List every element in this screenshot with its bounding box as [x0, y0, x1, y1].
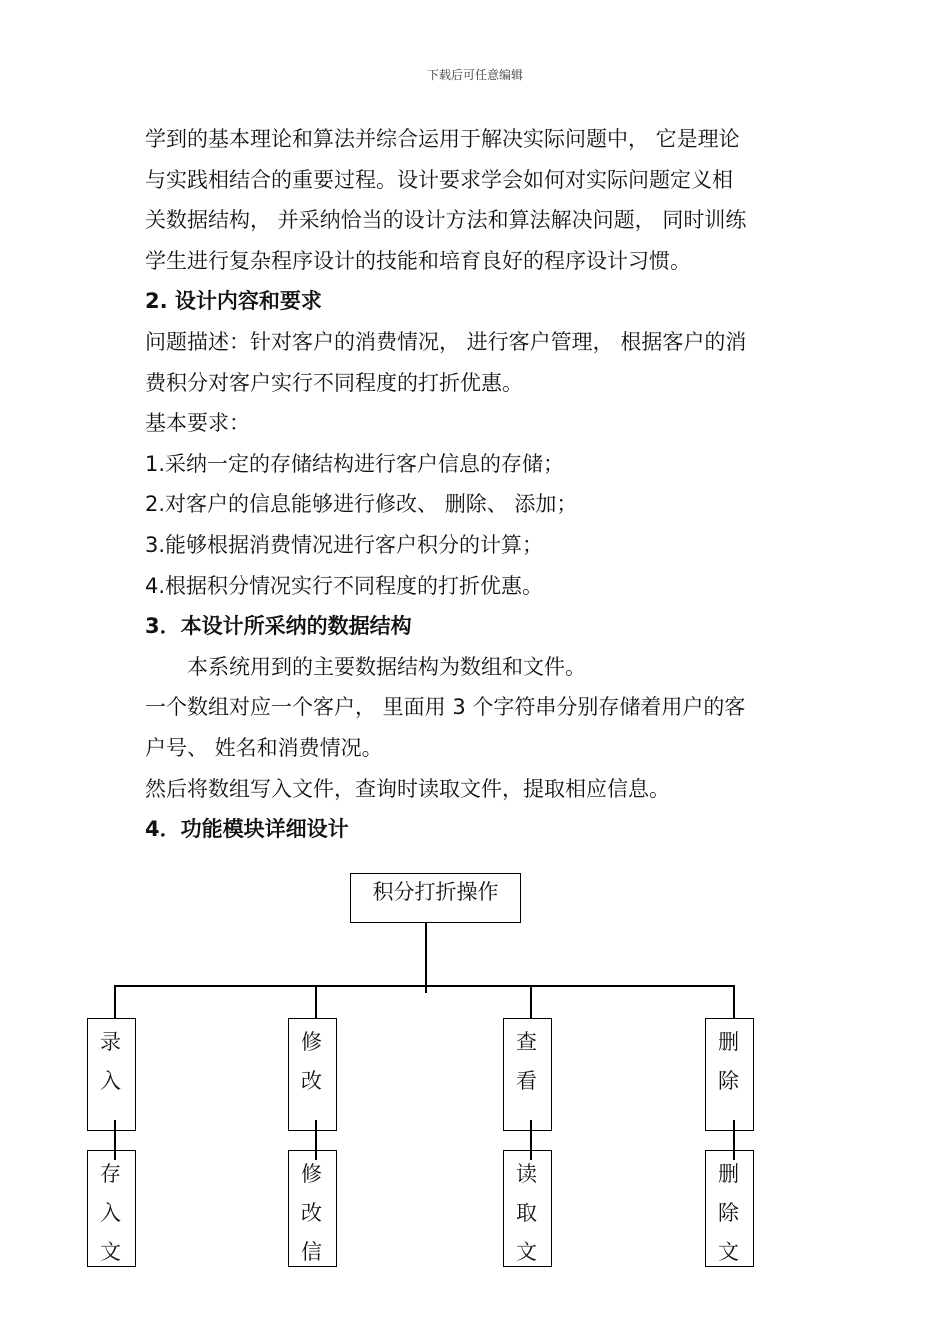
page-header: 下载后可任意编辑: [426, 68, 523, 82]
paragraph-line: 费积分对客户实行不同程度的打折优惠。: [145, 370, 523, 395]
requirement-item: 1.采纳一定的存储结构进行客户信息的存储；: [145, 451, 565, 476]
connector-line: [733, 1120, 735, 1160]
module-box: 删 除: [705, 1018, 754, 1131]
connector-line: [315, 985, 317, 1018]
submodule-box: 存 入 文: [87, 1150, 136, 1267]
paragraph-line: 户号、 姓名和消费情况。: [145, 735, 383, 760]
connector-line: [530, 1120, 532, 1160]
paragraph-line: 学到的基本理论和算法并综合运用于解决实际问题中， 它是理论: [145, 127, 740, 151]
section-heading: 4．功能模块详细设计: [145, 817, 349, 842]
requirement-item: 3.能够根据消费情况进行客户积分的计算；: [145, 532, 544, 557]
connector-line: [114, 985, 116, 1018]
requirement-item: 4.根据积分情况实行不同程度的打折优惠。: [145, 573, 544, 598]
paragraph-line: 与实践相结合的重要过程。设计要求学会如何对实际问题定义相: [145, 167, 733, 192]
connector-line: [530, 985, 532, 1018]
module-box: 修 改: [288, 1018, 337, 1131]
connector-line: [114, 1120, 116, 1160]
section-heading: 2. 设计内容和要求: [145, 289, 322, 314]
root-module-box: 积分打折操作: [350, 873, 521, 923]
requirements-label: 基本要求：: [145, 411, 250, 436]
paragraph-line: 关数据结构， 并采纳恰当的设计方法和算法解决问题， 同时训练: [145, 208, 747, 233]
paragraph-line: 然后将数组写入文件，查询时读取文件，提取相应信息。: [145, 776, 670, 801]
module-box: 查 看: [503, 1018, 552, 1131]
paragraph-line: 学生进行复杂程序设计的技能和培育良好的程序设计习惯。: [145, 248, 691, 273]
connector-line: [733, 985, 735, 1018]
paragraph-line: 问题描述：针对客户的消费情况， 进行客户管理， 根据客户的消: [145, 329, 747, 354]
connector-line: [425, 923, 427, 993]
submodule-box: 修 改 信: [288, 1150, 337, 1267]
connector-line: [114, 985, 733, 987]
section-heading: 3．本设计所采纳的数据结构: [145, 614, 412, 639]
connector-line: [315, 1120, 317, 1160]
submodule-box: 读 取 文: [503, 1150, 552, 1267]
paragraph-line: 本系统用到的主要数据结构为数组和文件。: [187, 654, 586, 679]
document-body: [145, 119, 810, 850]
paragraph-line: 一个数组对应一个客户， 里面用 3 个字符串分别存储着用户的客: [145, 695, 746, 720]
submodule-box: 删 除 文: [705, 1150, 754, 1267]
requirement-item: 2.对客户的信息能够进行修改、 删除、 添加；: [145, 492, 578, 517]
module-box: 录 入: [87, 1018, 136, 1131]
